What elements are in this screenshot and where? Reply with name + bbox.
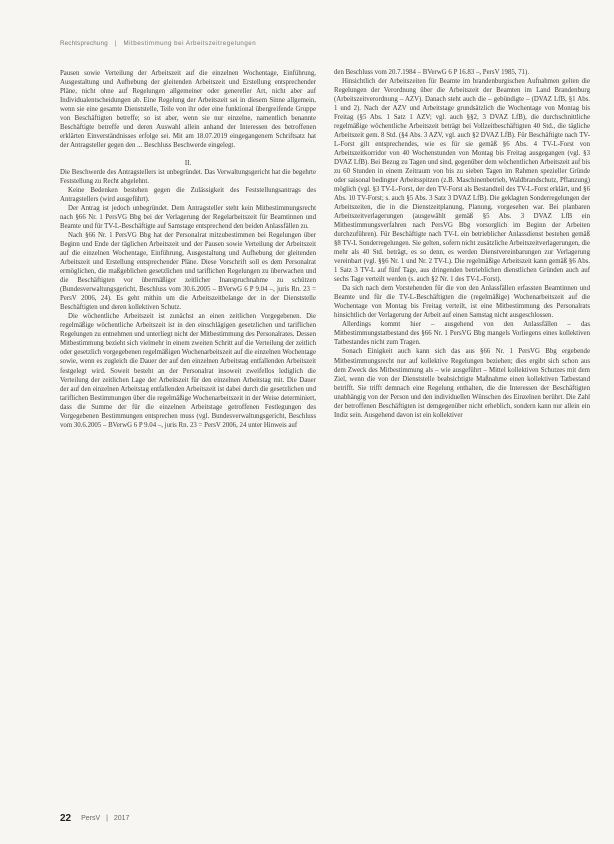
journal-name: PersV	[81, 815, 101, 822]
left-paragraph-6: Die wöchentliche Arbeitszeit ist zunächst an einen zeitlichen Vorgegebenen. Die regelmäßige wöchentliche Arbeitszeit ist in den einschlägigen gesetzlichen und tariflichen Regelungen zu entnehmen und unterliegt nicht der Mitbestimmung des Personalrates. Dessen Mitbestimmung bezieht sich vielmehr in einem zweiten Schritt auf die Verteilung der zeitlich oder gesetzlich vorgegebenen regelmäßigen Wochenarbeitszeit auf die einzelnen Wochentage sowie, wenn es zugleich die Dauer der auf den einzelnen Arbeitstag entfallenden Arbeitszeit festgelegt wird. Soweit besteht an der Personalrat insoweit zweifellos lediglich die Verteilung der zeitlichen Lage der Arbeitszeit für den einzelnen Arbeitstag mit. Die Dauer der auf den einzelnen Arbeitstag entfallenden Arbeitszeit ist dabei durch die gesetzlichen und tariflichen Bestimmungen über die regelmäßige Wochenarbeitszeit in der Weise determiniert, dass die Summe der für die einzelnen Arbeitstage getroffenen Festlegungen des Vorgegebenen Bestimmungen entsprechen muss (vgl. Bundesverwaltungsgericht, Beschluss vom 30.6.2005 – BVerwG 6 P 9.04 –, juris Rn. 23 = PersV 2006, 24 unter Hinweis auf	[60, 313, 317, 429]
footer-separator: |	[106, 815, 108, 822]
left-paragraph-5: Nach §66 Nr. 1 PersVG Bbg hat der Personalrat mitzubestimmen bei Regelungen über Beginn und Ende der täglichen Arbeitszeit und der Pausen sowie Verteilung der Arbeitszeit auf die einzelnen Wochentage, Einführung, Ausgestaltung und Aufhebung der gleitenden Arbeitszeit und Erstellung entsprechender Pläne. Diese Vorschrift soll es dem Personalrat ermöglichen, die maßgeblichen gesetzlichen und tariflichen Regelungen zu überwachen und die Beschäftigten vor übermäßiger zeitlicher Inanspruchnahme zu schützen (Bundesverwaltungsgericht, Beschluss vom 30.6.2005 – BVerwG 6 P 9.04 –, juris Rn. 23 = PersV 2006, 24). Es geht mithin um die Arbeitszeitbelange der in der Dienststelle Beschäftigten und deren kollektiven Schutz.	[60, 232, 316, 312]
right-paragraph-4: Allerdings kommt hier – ausgehend von den Anlassfällen – das Mitbestimmungstatbestand des §66 Nr. 1 PersVG Bbg mangels Vorliegens eines kollektiven Tatbestandes nicht zum Tragen.	[334, 321, 590, 347]
page-footer	[60, 813, 129, 824]
left-paragraph-2: Die Beschwerde des Antragstellers ist unbegründet. Das Verwaltungsgericht hat die begehrte Feststellung zu Recht abgelehnt.	[60, 169, 316, 186]
left-paragraph-1: Pausen sowie Verteilung der Arbeitszeit auf die einzelnen Wochentage, Einführung, Ausgestaltung und Aufhebung der gleitenden Arbeitszeit und Erstellung entsprechender Pläne, nicht ohne auf Regelungen allgemeiner oder genereller Art, nicht aber auf Individualentscheidungen ab. Eine Regelung der Arbeitszeit sei in diesem Sinne allgemein, wenn sie eine gesamte Dienststelle, Teile von ihr oder eine funktional übergreifende Gruppe von Beschäftigten betreffe; so ist aber, wenn sie nur einzelne, namentlich benannte Beschäftigte betreffe und deren Auswahl allein anhand der Interessen des betroffenen erklärten Einverständnisses erfolge sei. Mit am 18.07.2019 eingegangenem Schriftsatz hat der Antragsteller gegen den ... Beschluss Beschwerde eingelegt.	[60, 70, 316, 150]
running-head	[60, 40, 580, 47]
right-paragraph-5: Sonach Einigkeit auch kann sich das aus §66 Nr. 1 PersVG Bbg ergebende Mitbestimmungsrecht nur auf kollektive Regelungen beziehen; dies ergibt sich schon aus dem Zweck des Mitbestimmung als – wie ausgeführt – Mittel kollektiven Schutzes mit dem Ziel, wenn die von der Dienststelle beabsichtigte Maßnahme einen kollektiven Tatbestand betrifft. Sie trifft demnach eine Regelung enthalten, die die Interessen der Beschäftigten unabhängig von der Person und den individuellen Wünschen des Einzelnen berührt. Die Zahl der betroffenen Beschäftigten ist demgegenüber nicht erheblich, sondern kann nur allein ein Indiz sein. Ausgehend davon ist ein kollektiver	[334, 348, 590, 419]
journal-year: 2017	[113, 815, 130, 822]
right-paragraph-3: Da sich nach dem Vorstehenden für die von den Anlassfällen erfassten Beamtinnen und Beamte und für die TV-L-Beschäftigten die (regelmäßige) Wochenarbeitszeit auf die Wochentage von Montag bis Freitag verteilt, ist eine Mitbestimmung des Personalrats hinsichtlich der Verlagerung der Arbeit auf einen Samstag nicht ausgeschlossen.	[334, 285, 590, 320]
page-number: 22	[60, 813, 72, 824]
right-paragraph-1: den Beschluss vom 20.7.1984 – BVerwG 6 P 16.83 –, PersV 1985, 71).	[334, 69, 530, 76]
running-head-separator: |	[114, 40, 117, 47]
running-head-section: Rechtsprechung	[60, 40, 108, 47]
left-paragraph-4: Der Antrag ist jedoch unbegründet. Dem Antragsteller steht kein Mitbestimmungsrecht nach §66 Nr. 1 PersVG Bbg bei der Verlagerung der Regelarbeitszeit für Beamtinnen und Beamte und für TV-L-Beschäftigte auf Samstage entsprechend den beiden Anlassfällen zu.	[60, 205, 316, 231]
running-head-title: Mitbestimmung bei Arbeitszeitregelungen	[123, 40, 257, 47]
right-column	[334, 68, 590, 420]
left-paragraph-3: Keine Bedenken bestehen gegen die Zulässigkeit des Feststellungsantrags des Antragstellers (wird ausgeführt).	[60, 187, 316, 204]
left-column	[60, 69, 316, 430]
section-heading: II.	[184, 160, 192, 168]
right-paragraph-2: Hinsichtlich der Arbeitszeiten für Beamte im brandenburgischen Aufnahmen gelten die Regelungen der Verordnung über die Arbeitszeit der Beamten im Land Brandenburg (Arbeitszeitverordnung – AZV). Danach steht auch die – gebündigte – (DVAZ LfB, §1 Abs. 1 und 2). Nach der AZV und Arbeitstage grundsätzlich die Wochentage von Montag bis Freitag (§5 Abs. 1 Satz 1 AZV; vgl. auch §§2, 3 DVAZ LfB), die durchschnittliche regelmäßige wöchentliche Arbeitszeit beträgt bei Vollzeitbeschäftigten 40 Std., die tägliche Arbeitszeit gem. 8 Std. (§4 Abs. 3 AZV, vgl. auch §2 DVAZ LfB). Für Beschäftigte nach TV-L-Forst gilt entsprechendes, wie es für sie gemäß §6 Abs. 4 TV-L-Forst von Arbeitszeitkorridor von 40 Wochenstunden von Montag bis Freitag ausgegangen (vgl. §3 DVAZ LfB). Bei Bezug zu Tagen und sind, gegenüber dem wöchentlichen Arbeitszeit auf bis zu 60 Stunden in einem Zeitraum von bis zu sieben Tagen im Rahmen spezieller Gründe oder saisonal bedingter Arbeitsspitzen (z.B. Maschinenbetrieb, Waldbrandschutz, Pflanzung) möglich (vgl. §3 TV-L-Forst, der den TV-Forst als Bestandteil des TV-L-Forst erklärt, und §6 Abs. 10 TV-Forst; s. auch §5 Abs. 3 Satz 3 DVAZ LfB). Die geklagten Sonderregelungen der Arbeitszeiten, die in die Dienstzeitplanung, Planung, vorgesehen war. Bei planbaren Arbeitszeitverlagerungen (ausgewählt gemäß §5 Abs. 3 DVAZ LfB ein Mitbestimmungsverfahren nach PersVG Bbg vorsorglich im Beginn der Arbeiten durchzuführen). Für Beschäftigte nach TV-L ein betrieblicher Anlassdienst bestehen gemäß §8 TV-L Sonderregelungen. Sie gelten, sofern nicht zusätzliche Arbeitszeitverlagerungen, die mehr als 40 Std. beträgt, es so denn, es werden Dienstvereinbarungen zur Verlagerung vereinbart (vgl. §§6 Nr. 1 und Nr. 2 TV-L). Die regelmäßige Arbeitszeit kann gemäß §6 Abs. 1 Satz 3 TV-L auf fünf Tage, aus dringenden betrieblichen dienstlichen Gründen auch auf sechs Tage verteilt werden (s. auch §2 Nr. 1 des TV-L-Forst).	[334, 78, 590, 284]
